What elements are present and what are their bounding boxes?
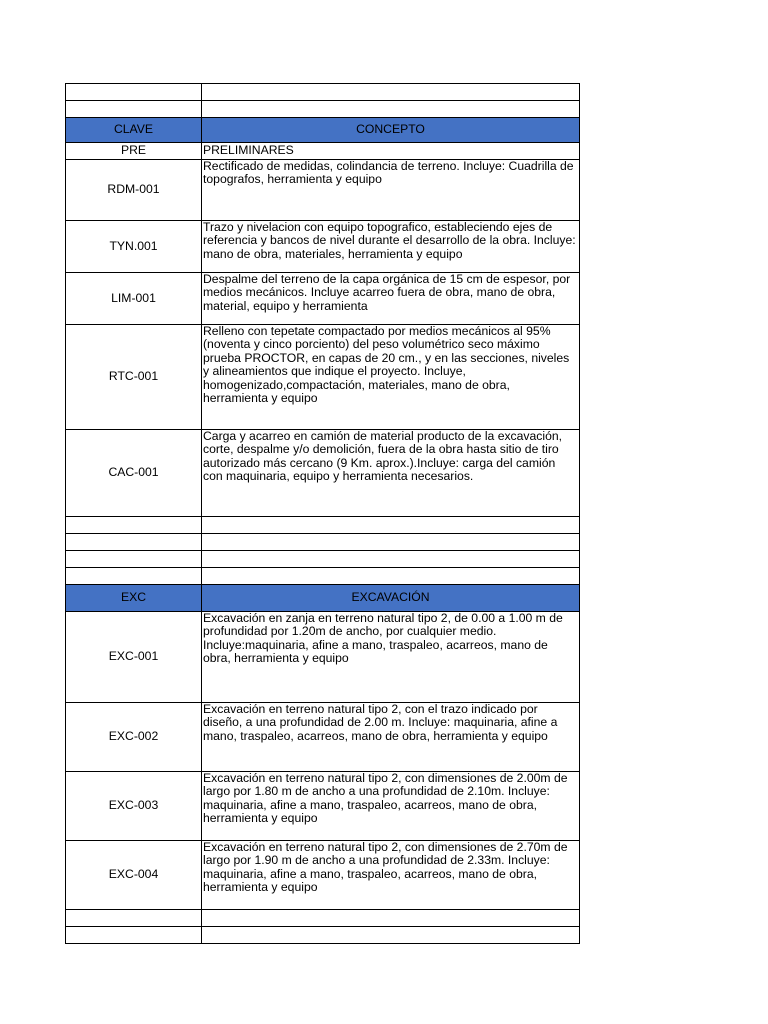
item-description[interactable]: Excavación en zanja en terreno natural tipo 2, de 0.00 a 1.00 m de profundidad por 1.20m de ancho, por cualquier medio. Incluye:maquinaria, afine a mano, traspaleo, acarreos, mano de obra, herramienta y equipo — [202, 612, 580, 703]
empty-row — [66, 101, 580, 118]
header-row-excavacion — [66, 585, 580, 612]
item-code[interactable]: TYN.001 — [66, 221, 202, 273]
item-description[interactable]: Rectificado de medidas, colindancia de terreno. Incluye: Cuadrilla de topografos, herramienta y equipo — [202, 160, 580, 221]
item-code[interactable]: EXC-003 — [66, 772, 202, 841]
empty-cell[interactable] — [202, 927, 580, 944]
table-row — [66, 160, 580, 221]
empty-row — [66, 568, 580, 585]
table-row — [66, 221, 580, 273]
header-concepto[interactable]: CONCEPTO — [202, 118, 580, 143]
empty-row — [66, 84, 580, 101]
table-row — [66, 612, 580, 703]
empty-cell[interactable] — [202, 101, 580, 118]
table-row — [66, 772, 580, 841]
item-code[interactable]: RDM-001 — [66, 160, 202, 221]
empty-cell[interactable] — [66, 534, 202, 551]
item-description[interactable]: Excavación en terreno natural tipo 2, con dimensiones de 2.00m de largo por 1.80 m de ancho a una profundidad de 2.10m. Incluye: maquinaria, afine a mano, traspaleo, acarreos, mano de obra, herramienta y equipo — [202, 772, 580, 841]
header-concepto-exc[interactable]: EXCAVACIÓN — [202, 585, 580, 612]
table-row — [66, 430, 580, 517]
empty-cell[interactable] — [66, 568, 202, 585]
table-row — [66, 703, 580, 772]
header-clave-exc[interactable]: EXC — [66, 585, 202, 612]
empty-cell[interactable] — [202, 517, 580, 534]
table-row — [66, 325, 580, 430]
item-description[interactable]: Relleno con tepetate compactado por medios mecánicos al 95% (noventa y cinco porciento) del peso volumétrico seco máximo prueba PROCTOR, en capas de 20 cm., y en las secciones, niveles y alineamientos que indique el proyecto. Incluye, homogenizado,compactación, materiales, mano de obra, herramienta y equipo — [202, 325, 580, 430]
item-description[interactable]: Despalme del terreno de la capa orgánica de 15 cm de espesor, por medios mecánicos. Incluye acarreo fuera de obra, mano de obra, material, equipo y herramienta — [202, 273, 580, 325]
empty-row — [66, 551, 580, 568]
empty-cell[interactable] — [202, 534, 580, 551]
concepts-table — [65, 83, 580, 944]
empty-row — [66, 517, 580, 534]
table-row — [66, 273, 580, 325]
item-code[interactable]: EXC-001 — [66, 612, 202, 703]
empty-cell[interactable] — [66, 551, 202, 568]
section-code[interactable]: PRE — [66, 143, 202, 160]
empty-cell[interactable] — [202, 551, 580, 568]
empty-cell[interactable] — [66, 927, 202, 944]
item-code[interactable]: EXC-004 — [66, 841, 202, 910]
empty-row — [66, 927, 580, 944]
empty-cell[interactable] — [202, 568, 580, 585]
empty-cell[interactable] — [66, 101, 202, 118]
empty-cell[interactable] — [202, 910, 580, 927]
header-clave[interactable]: CLAVE — [66, 118, 202, 143]
item-code[interactable]: EXC-002 — [66, 703, 202, 772]
item-code[interactable]: CAC-001 — [66, 430, 202, 517]
item-description[interactable]: Excavación en terreno natural tipo 2, con dimensiones de 2.70m de largo por 1.90 m de ancho a una profundidad de 2.33m. Incluye: maquinaria, afine a mano, traspaleo, acarreos, mano de obra, herramienta y equipo — [202, 841, 580, 910]
table-row — [66, 841, 580, 910]
section-title[interactable]: PRELIMINARES — [202, 143, 580, 160]
empty-cell[interactable] — [66, 84, 202, 101]
item-code[interactable]: LIM-001 — [66, 273, 202, 325]
empty-cell[interactable] — [66, 910, 202, 927]
header-row-preliminares — [66, 118, 580, 143]
item-description[interactable]: Trazo y nivelacion con equipo topografico, estableciendo ejes de referencia y bancos de nivel durante el desarrollo de la obra. Incluye: mano de obra, materiales, herramienta y equipo — [202, 221, 580, 273]
section-row-pre — [66, 143, 580, 160]
empty-cell[interactable] — [202, 84, 580, 101]
item-description[interactable]: Excavación en terreno natural tipo 2, con el trazo indicado por diseño, a una profundidad de 2.00 m. Incluye: maquinaria, afine a mano, traspaleo, acarreos, mano de obra, herramienta y equipo — [202, 703, 580, 772]
item-code[interactable]: RTC-001 — [66, 325, 202, 430]
empty-row — [66, 910, 580, 927]
empty-row — [66, 534, 580, 551]
item-description[interactable]: Carga y acarreo en camión de material producto de la excavación, corte, despalme y/o demolición, fuera de la obra hasta sitio de tiro autorizado más cercano (9 Km. aprox.).Incluye: carga del camión con maquinaria, equipo y herramienta necesarios. — [202, 430, 580, 517]
empty-cell[interactable] — [66, 517, 202, 534]
